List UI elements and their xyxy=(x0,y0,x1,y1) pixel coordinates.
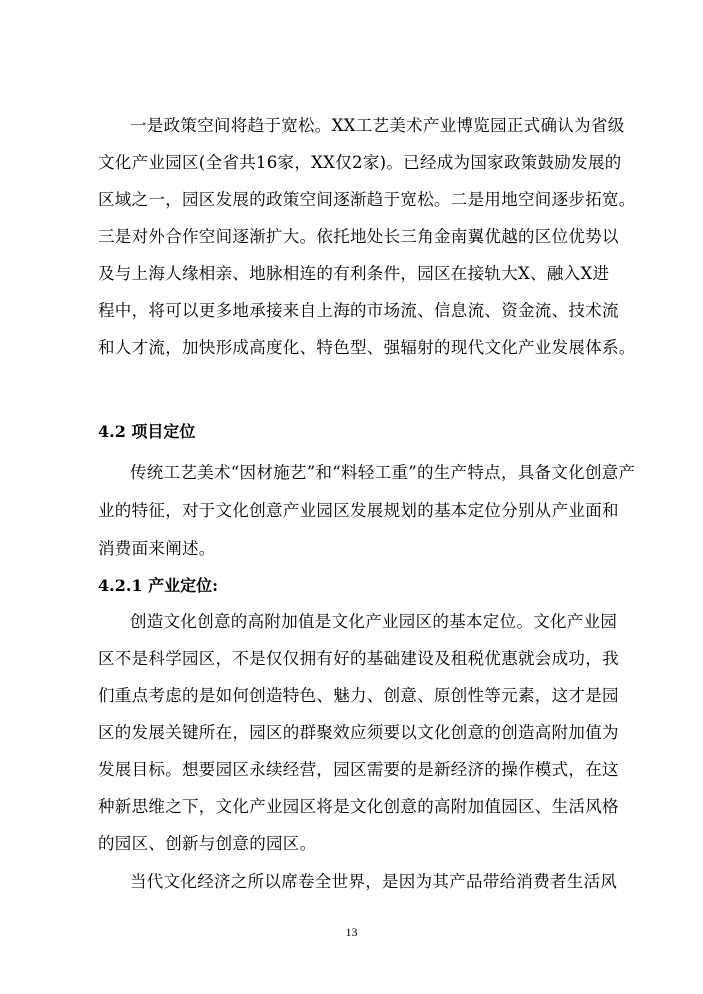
text-line: 创造文化创意的高附加值是文化产业园区的基本定位。文化产业园 xyxy=(130,612,618,631)
text-line: 业的特征，对于文化创意产业园区发展规划的基本定位分别从产业面和 xyxy=(98,501,619,520)
text-line: 一是政策空间将趋于宽松。XX工艺美术产业博览园正式确认为省级 xyxy=(130,116,625,135)
text-line: 消费面来阐述。 xyxy=(98,539,216,558)
text-line: 种新思维之下，文化产业园区将是文化创意的高附加值园区、生活风格 xyxy=(98,797,619,816)
text-line: 的园区、创新与创意的园区。 xyxy=(98,834,317,853)
section-heading-4-2-1: 4.2.1 产业定位: xyxy=(98,576,219,595)
text-line: 当代文化经济之所以席卷全世界，是因为其产品带给消费者生活风 xyxy=(130,872,618,891)
section-heading-4-2: 4.2 项目定位 xyxy=(98,422,196,441)
text-line: 区不是科学园区，不是仅仅拥有好的基础建设及租税优惠就会成功，我 xyxy=(98,649,619,668)
page-number: 13 xyxy=(345,925,358,939)
text-line: 们重点考虑的是如何创造特色、魅力、创意、原创性等元素，这才是园 xyxy=(98,686,619,705)
text-line: 及与上海人缘相亲、地脉相连的有利条件，园区在接轨大X、融入X进 xyxy=(98,264,610,283)
text-line: 三是对外合作空间逐渐扩大。依托地处长三角金南翼优越的区位优势以 xyxy=(98,227,619,246)
text-line: 和人才流，加快形成高度化、特色型、强辐射的现代文化产业发展体系。 xyxy=(98,338,636,357)
text-line: 程中，将可以更多地承接来自上海的市场流、信息流、资金流、技术流 xyxy=(98,301,619,320)
text-line: 传统工艺美术“因材施艺”和“料轻工重”的生产特点，具备文化创意产 xyxy=(130,463,636,482)
text-line: 区的发展关键所在，园区的群聚效应须要以文化创意的创造高附加值为 xyxy=(98,723,619,742)
text-line: 发展目标。想要园区永续经营，园区需要的是新经济的操作模式，在这 xyxy=(98,760,619,779)
text-line: 文化产业园区(全省共16家，XX仅2家)。已经成为国家政策鼓励发展的 xyxy=(98,153,622,172)
text-line: 区域之一，园区发展的政策空间逐渐趋于宽松。二是用地空间逐步拓宽。 xyxy=(98,190,636,209)
